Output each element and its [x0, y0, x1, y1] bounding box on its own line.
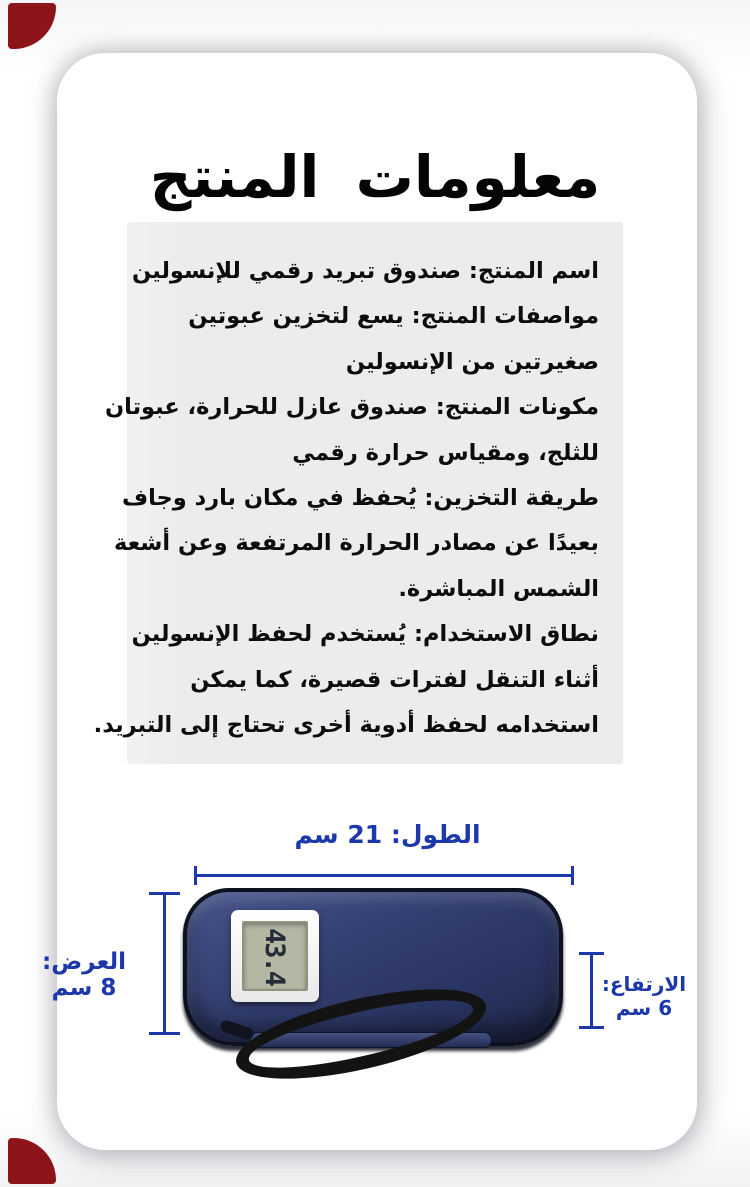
description-line: الشمس المباشرة.: [398, 575, 599, 602]
description-line: مكونات المنتج: صندوق عازل للحرارة، عبوتان: [104, 394, 599, 421]
height-dimension-tick: [579, 952, 604, 955]
description-line: بعيدًا عن مصادر الحرارة المرتفعة وعن أشعة: [113, 530, 599, 557]
width-dimension-tick: [149, 892, 180, 895]
description-line: استخدامه لحفظ أدوية أخرى تحتاج إلى التبريد.: [93, 712, 599, 739]
height-dimension-tick: [579, 1026, 604, 1029]
length-dimension-line: [194, 874, 574, 877]
height-dimension-line: [590, 953, 593, 1028]
description-line: للثلج، ومقياس حرارة رقمي: [292, 439, 599, 466]
lcd-screen: [242, 921, 308, 991]
corner-accent-bottom-left: [8, 1138, 56, 1184]
description-box: [93, 222, 623, 764]
digital-thermometer-display: [231, 910, 319, 1002]
length-dimension-tick: [194, 866, 197, 885]
width-dimension-tick: [149, 1032, 180, 1035]
lcd-reading: 43.4: [259, 927, 291, 985]
description-line: مواصفات المنتج: يسع لتخزين عبوتين: [188, 303, 599, 330]
corner-accent-top-left: [8, 3, 56, 49]
width-dimension-line: [163, 893, 166, 1035]
description-line: صغيرتين من الإنسولين: [345, 348, 599, 375]
height-dimension-label: الارتفاع: 6 سم: [601, 972, 687, 1020]
page-title: معلومات المنتج: [149, 142, 601, 211]
description-line: نطاق الاستخدام: يُستخدم لحفظ الإنسولين: [131, 621, 599, 648]
width-dimension-label: العرض: 8 سم: [42, 949, 126, 1001]
description-line: طريقة التخزين: يُحفظ في مكان بارد وجاف: [121, 485, 599, 512]
length-dimension-label: الطول: 21 سم: [294, 820, 481, 849]
description-line: أثناء التنقل لفترات قصيرة، كما يمكن: [190, 666, 599, 693]
description-line: اسم المنتج: صندوق تبريد رقمي للإنسولين: [132, 258, 599, 284]
length-dimension-tick: [571, 866, 574, 885]
